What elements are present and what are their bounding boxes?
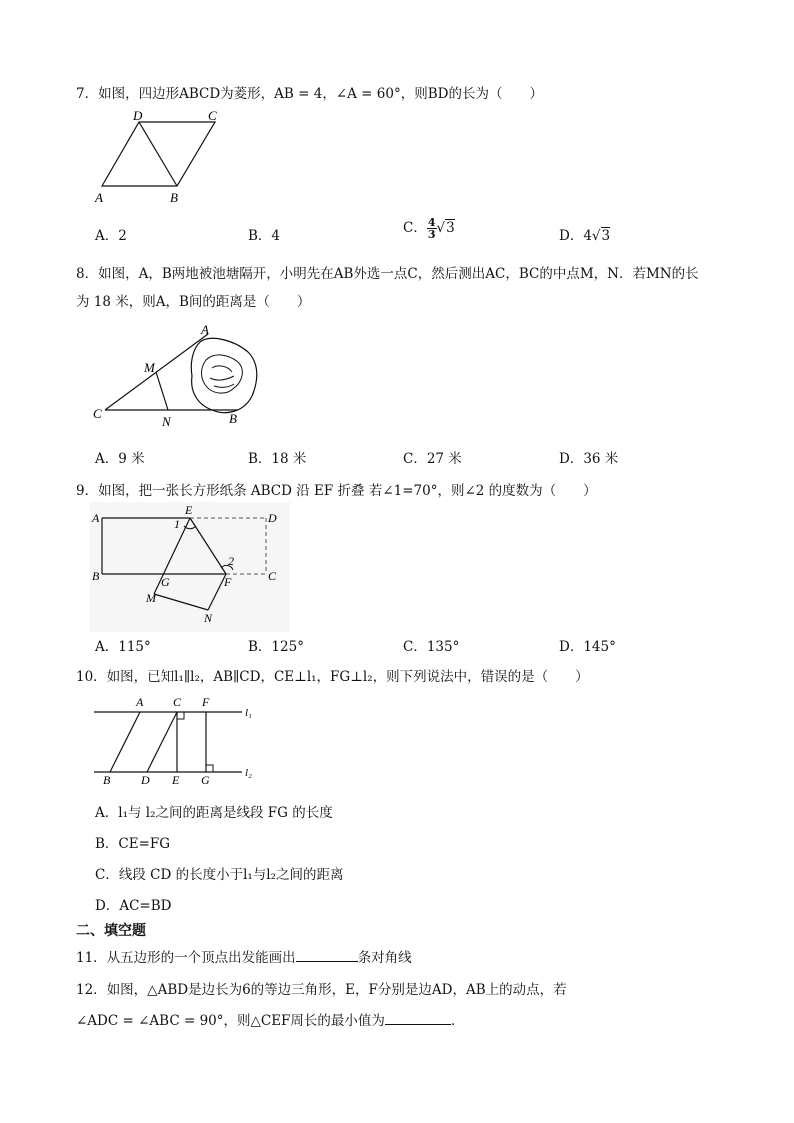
question-11-text-after: 条对角线: [357, 950, 412, 966]
label-d: D: [268, 511, 277, 525]
label-e: E: [185, 503, 193, 517]
question-7-number: 7．: [76, 86, 99, 102]
question-8-number: 8．: [76, 266, 99, 282]
right-angle-mark-g: [206, 765, 213, 772]
label-angle-1: 1: [174, 517, 180, 531]
label-e: E: [172, 773, 180, 786]
q8-option-b[interactable]: B．18 米: [248, 451, 307, 467]
question-7-text: 如图，四边形ABCD为菱形，AB = 4，∠A = 60°，则BD的长为（ ）: [98, 86, 543, 102]
question-12-stem-line1: [76, 978, 567, 998]
label-angle-2: 2: [228, 554, 234, 568]
label-c: C: [93, 406, 102, 421]
label-c: C: [208, 108, 217, 123]
diagonal-bd: [139, 122, 177, 186]
question-8-text-1: 如图，A，B两地被池塘隔开，小明先在AB外选一点C，然后测出AC，BC的中点M，N．若MN的长: [98, 266, 699, 282]
sqrt-sign: √: [436, 220, 446, 236]
label-a: A: [92, 511, 100, 525]
pond-figure: [88, 320, 258, 432]
question-8-stem-line1: [76, 262, 699, 282]
question-11-text-before: 从五边形的一个顶点出发能画出: [106, 950, 296, 966]
label-m: M: [144, 360, 155, 375]
answer-blank[interactable]: [385, 1010, 451, 1025]
label-g: G: [161, 575, 170, 589]
label-l1: l₁: [245, 707, 252, 719]
q8-option-d[interactable]: D．36 米: [559, 451, 619, 467]
fraction: [427, 217, 437, 240]
q8-option-a[interactable]: A．9 米: [95, 451, 145, 467]
question-10-text: 如图，已知l₁∥l₂，AB∥CD，CE⊥l₁，FG⊥l₂，则下列说法中，错误的是（ ）: [106, 669, 589, 685]
q9-option-d[interactable]: D．145°: [559, 639, 616, 655]
label-a: A: [201, 322, 209, 337]
question-9-stem: [76, 479, 597, 499]
label-b: B: [103, 773, 111, 786]
label-a: A: [95, 190, 103, 205]
label-c: C: [268, 569, 277, 583]
q9-option-a[interactable]: A．115°: [95, 639, 151, 655]
label-f: F: [202, 695, 210, 709]
question-8-stem-line2: 为 18 米，则A，B间的距离是（ ）: [76, 294, 311, 310]
pond-outline: [191, 338, 256, 412]
q10-option-d[interactable]: D．AC=BD: [95, 898, 172, 914]
segment-mn: [156, 372, 168, 410]
q9-option-c[interactable]: C．135°: [403, 639, 460, 655]
folding-figure: [90, 502, 290, 632]
label-c: C: [173, 695, 182, 709]
question-11-number: 11．: [76, 950, 107, 966]
question-12-stem-line2: [76, 1009, 464, 1029]
question-10-stem: [76, 665, 589, 685]
question-9-number: 9．: [76, 483, 99, 499]
sqrt-sign: √: [591, 228, 601, 244]
label-m: M: [146, 591, 156, 605]
label-f: F: [224, 575, 232, 589]
q7-option-a[interactable]: A．2: [95, 228, 127, 244]
q8-option-c[interactable]: C．27 米: [403, 451, 462, 467]
rhombus-figure: [90, 108, 230, 208]
question-10-number: 10．: [76, 669, 107, 685]
q9-option-b[interactable]: B．125°: [248, 639, 304, 655]
label-a: A: [136, 695, 144, 709]
question-9-text: 如图，把一张长方形纸条 ABCD 沿 EF 折叠 若∠1=70°，则∠2 的度数为（ ）: [98, 483, 597, 499]
fraction-numerator: 4: [427, 216, 436, 229]
label-l2: l₂: [245, 767, 252, 779]
question-12-text-2: ∠ADC = ∠ABC = 90°，则△CEF周长的最小值为: [76, 1013, 385, 1029]
fraction-denominator: 3: [427, 228, 436, 241]
label-b: B: [170, 190, 178, 205]
q7-option-d[interactable]: [559, 224, 610, 244]
q10-option-b[interactable]: B．CE=FG: [95, 836, 171, 852]
question-12-text-3: ．: [450, 1013, 465, 1029]
segment-ab: [110, 712, 140, 772]
question-11-stem: [76, 946, 412, 966]
q7-option-b[interactable]: B．4: [248, 228, 281, 244]
label-b: B: [229, 411, 237, 426]
question-7-stem: [76, 82, 543, 102]
q7-option-d-prefix: D．4: [559, 228, 592, 244]
question-12-text-1: 如图，△ABD是边长为6的等边三角形，E，F分别是边AD，AB上的动点，若: [106, 982, 567, 998]
parallel-lines-figure: [90, 692, 265, 786]
segment-cd: [147, 712, 177, 772]
figure-background: [90, 502, 290, 632]
label-d: D: [133, 108, 143, 123]
pond-waves: [202, 355, 243, 393]
label-n: N: [204, 611, 213, 625]
label-g: G: [201, 773, 210, 786]
label-n: N: [162, 414, 171, 429]
label-b: B: [92, 569, 100, 583]
label-d: D: [141, 773, 150, 786]
section-2-heading: 二、填空题: [76, 923, 146, 939]
right-angle-mark-c: [177, 712, 184, 719]
q7-option-c[interactable]: [403, 216, 455, 240]
q10-option-c[interactable]: C．线段 CD 的长度小于l₁与l₂之间的距离: [95, 867, 344, 883]
q7-option-c-prefix: C．: [403, 220, 427, 236]
sqrt-radicand: 3: [446, 220, 455, 236]
sqrt-radicand: 3: [601, 228, 611, 244]
q10-option-a[interactable]: A．l₁与 l₂之间的距离是线段 FG 的长度: [95, 805, 333, 821]
answer-blank[interactable]: [296, 947, 358, 962]
question-12-number: 12．: [76, 982, 107, 998]
